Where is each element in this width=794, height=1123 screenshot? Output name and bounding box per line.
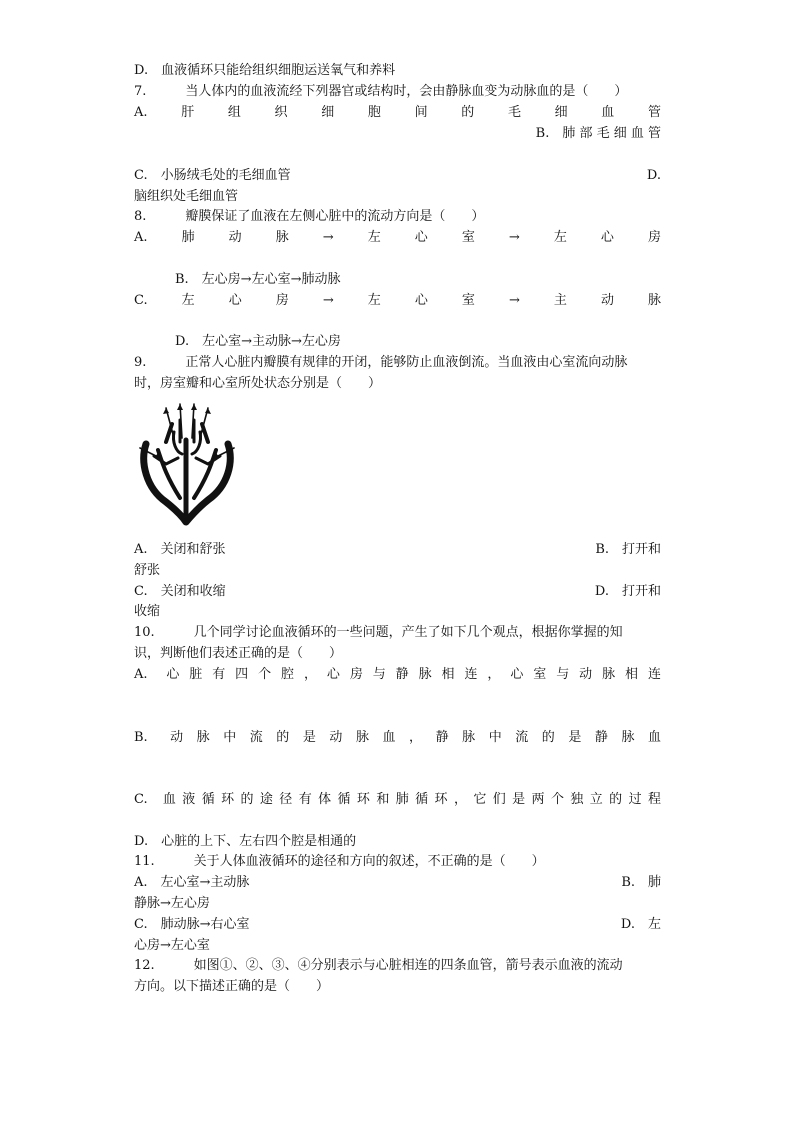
q8-option-b: B. 左心房→左心室→肺动脉 <box>175 272 341 287</box>
q7-option-b: B. 肺 部 毛 细 血 管 <box>535 126 661 141</box>
q10-stem-line1: 10. 几个同学讨论血液循环的一些问题，产生了如下几个观点，根据你掌握的知 <box>134 625 623 640</box>
q11-option-c: C. 肺动脉→右心室 <box>134 917 250 932</box>
q9-stem-line1: 9. 正常人心脏内瓣膜有规律的开闭，能够防止血液倒流。当血液由心室流向动脉 <box>134 355 628 370</box>
q7-stem: 7. 当人体内的血液流经下列器官或结构时，会由静脉血变为动脉血的是（ ） <box>134 84 628 99</box>
heart-valve-diagram <box>136 402 238 526</box>
q10-option-d: D. 心脏的上下、左右四个腔是相通的 <box>134 834 357 849</box>
q9-option-b: B. 打开和 <box>595 542 661 557</box>
q10-option-a: A. 心 脏 有 四 个 腔 ， 心 房 与 静 脉 相 连 ， 心 室 与 动 脉 相 连 <box>134 667 661 682</box>
q7-option-d-text: 脑组织处毛细血管 <box>134 189 239 204</box>
q8-option-c: C. 左 心 房 → 左 心 室 → 主 动 脉 <box>134 293 661 308</box>
q12-stem-line2: 方向。以下描述正确的是（ ） <box>134 979 330 994</box>
q11-option-a: A. 左心室→主动脉 <box>134 875 250 890</box>
q9-option-d-cont: 收缩 <box>134 604 161 619</box>
q8-option-a: A. 肺 动 脉 → 左 心 室 → 左 心 房 <box>134 230 661 245</box>
q9-option-c: C. 关闭和收缩 <box>134 584 226 599</box>
q8-option-d: D. 左心室→主动脉→左心房 <box>175 334 341 349</box>
q7-option-d-label: D. <box>646 168 661 183</box>
q10-stem-line2: 识，判断他们表述正确的是（ ） <box>134 646 343 661</box>
q9-option-b-cont: 舒张 <box>134 563 161 578</box>
q11-option-b-cont: 静脉→左心房 <box>134 896 210 911</box>
q6-option-d: D. 血液循环只能给组织细胞运送氧气和养料 <box>134 63 396 78</box>
q10-option-c: C. 血 液 循 环 的 途 径 有 体 循 环 和 肺 循 环 ， 它 们 是 两 个 独 立 的 过 程 <box>134 792 661 807</box>
q10-option-b: B. 动 脉 中 流 的 是 动 脉 血 ， 静 脉 中 流 的 是 静 脉 血 <box>134 730 661 745</box>
q11-option-b: B. 肺 <box>621 875 661 890</box>
q7-option-c: C. 小肠绒毛处的毛细血管 <box>134 168 291 183</box>
q9-option-a: A. 关闭和舒张 <box>134 542 226 557</box>
q11-stem: 11. 关于人体血液循环的途径和方向的叙述，不正确的是（ ） <box>134 854 545 869</box>
q9-stem-line2: 时，房室瓣和心室所处状态分别是（ ） <box>134 376 382 391</box>
q9-option-d: D. 打开和 <box>594 584 661 599</box>
q11-option-d-cont: 心房→左心室 <box>134 938 210 953</box>
q8-stem: 8. 瓣膜保证了血液在左侧心脏中的流动方向是（ ） <box>134 209 485 224</box>
q11-option-d: D. 左 <box>620 917 661 932</box>
q12-stem-line1: 12. 如图①、②、③、④分别表示与心脏相连的四条血管，箭号表示血液的流动 <box>134 958 623 973</box>
q7-option-a: A. 肝 组 织 细 胞 间 的 毛 细 血 管 <box>134 105 661 120</box>
